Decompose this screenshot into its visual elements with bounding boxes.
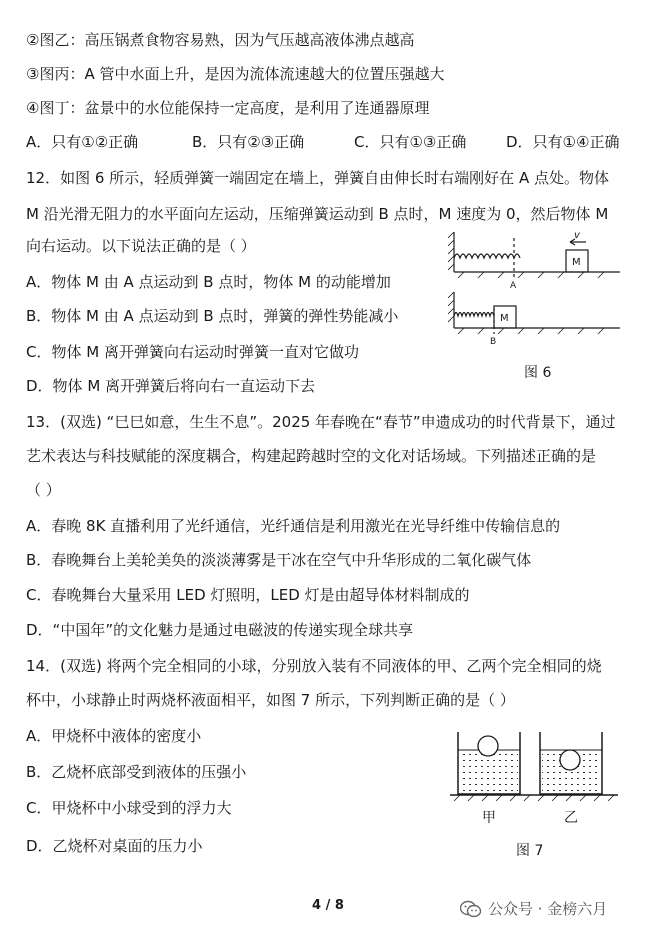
fig7-label-yi: 乙 — [564, 810, 578, 826]
watermark — [460, 898, 607, 919]
q11-option-a: A．只有①②正确 — [26, 133, 139, 151]
q13-option-c: C．春晚舞台大量采用 LED 灯照明，LED 灯是由超导体材料制成的 — [26, 586, 470, 604]
q13-stem-1: 13．(双选) “巳巳如意，生生不息”。2025 年春晚在“春节”申遗成功的时代背景下，通过 — [26, 413, 616, 431]
figure-6-diagram — [448, 228, 628, 348]
q14-option-d: D．乙烧杯对桌面的压力小 — [26, 837, 203, 855]
beaker-yi — [540, 732, 602, 794]
q12-stem-3: 向右运动。以下说法正确的是（ ） — [26, 237, 256, 255]
page-number: 4 / 8 — [312, 898, 344, 913]
q13-option-a: A．春晚 8K 直播利用了光纤通信，光纤通信是利用激光在光导纤维中传输信息的 — [26, 517, 561, 535]
q13-stem-2: 艺术表达与科技赋能的深度耦合，构建起跨越时空的文化对话场域。下列描述正确的是 — [26, 447, 597, 465]
statement-2: ②图乙：高压锅煮食物容易熟，因为气压越高液体沸点越高 — [26, 31, 415, 49]
figure-7-diagram — [450, 728, 620, 828]
fig6-label-a: A — [510, 281, 517, 291]
statement-4: ④图丁：盆景中的水位能保持一定高度，是利用了连通器原理 — [26, 99, 430, 117]
q14-stem-1: 14．(双选) 将两个完全相同的小球，分别放入装有不同液体的甲、乙两个完全相同的烧 — [26, 657, 602, 675]
fig6-bottom-setup — [448, 292, 620, 334]
figure-7-caption: 图 7 — [516, 843, 544, 859]
ball-yi — [560, 750, 580, 770]
beaker-jia — [458, 732, 520, 794]
fig6-label-m-bottom: M — [500, 313, 509, 324]
q11-option-d: D．只有①④正确 — [506, 133, 620, 151]
figure-6-caption: 图 6 — [524, 365, 552, 381]
q14-stem-2: 杯中，小球静止时两烧杯液面相平，如图 7 所示，下列判断正确的是（ ） — [26, 691, 515, 709]
fig6-label-b: B — [490, 337, 497, 347]
fig6-label-v: v — [574, 230, 580, 241]
q14-option-b: B．乙烧杯底部受到液体的压强小 — [26, 763, 247, 781]
statement-3: ③图丙：A 管中水面上升，是因为流体流速越大的位置压强越大 — [26, 65, 445, 83]
q12-option-a: A．物体 M 由 A 点运动到 B 点时，物体 M 的动能增加 — [26, 273, 391, 291]
q12-option-c: C．物体 M 离开弹簧向右运动时弹簧一直对它做功 — [26, 343, 359, 361]
q11-option-c: C．只有①③正确 — [354, 133, 467, 151]
q12-option-b: B．物体 M 由 A 点运动到 B 点时，弹簧的弹性势能减小 — [26, 307, 399, 325]
table-surface — [450, 795, 618, 801]
q12-stem-1: 12．如图 6 所示，轻质弹簧一端固定在墙上，弹簧自由伸长时右端刚好在 A 点处。物体 — [26, 169, 609, 187]
q13-stem-3: （ ） — [26, 481, 61, 499]
q12-option-d: D．物体 M 离开弹簧后将向右一直运动下去 — [26, 377, 316, 395]
watermark-text: 公众号 · 金榜六月 — [488, 900, 608, 918]
ball-jia — [478, 736, 498, 756]
fig6-label-m-top: M — [572, 257, 581, 268]
q13-option-b: B．春晚舞台上美轮美奂的淡淡薄雾是干冰在空气中升华形成的二氧化碳气体 — [26, 551, 532, 569]
q13-option-d: D．“中国年”的文化魅力是通过电磁波的传递实现全球共享 — [26, 621, 414, 639]
fig7-label-jia: 甲 — [482, 810, 496, 826]
q11-option-b: B．只有②③正确 — [192, 133, 305, 151]
q14-option-a: A．甲烧杯中液体的密度小 — [26, 727, 202, 745]
wechat-icon — [460, 900, 482, 918]
q14-option-c: C．甲烧杯中小球受到的浮力大 — [26, 799, 232, 817]
fig6-top-setup — [448, 232, 620, 280]
q12-stem-2: M 沿光滑无阻力的水平面向左运动，压缩弹簧运动到 B 点时，M 速度为 0，然后物体 M — [26, 205, 609, 223]
